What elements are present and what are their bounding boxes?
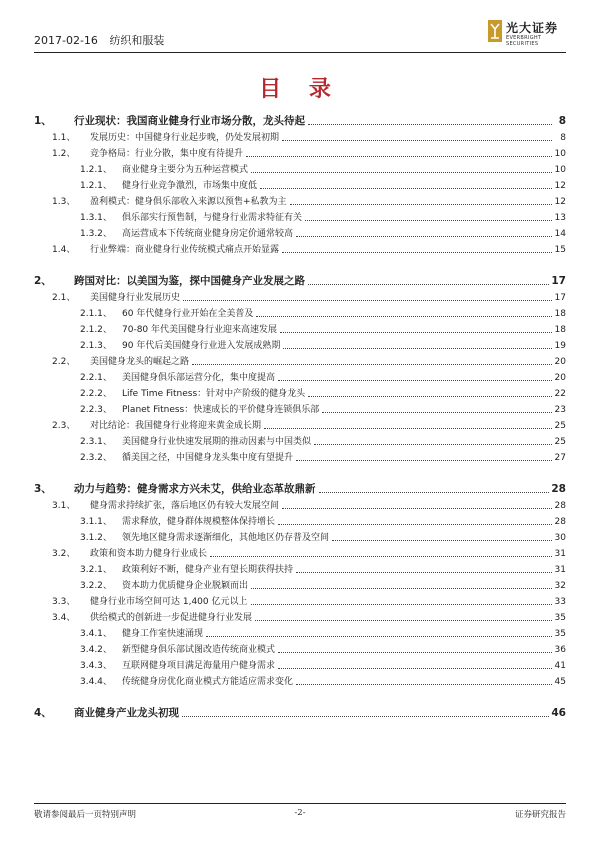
toc-entry[interactable] <box>34 384 566 400</box>
toc-entry-number: 4、 <box>34 707 52 719</box>
toc-dot-leader <box>260 188 552 189</box>
toc-entry-number: 2.1.1、 <box>80 309 112 319</box>
toc-entry[interactable] <box>34 208 566 224</box>
toc-entry[interactable] <box>34 512 566 528</box>
toc-entry-page: 8 <box>558 115 566 127</box>
toc-entry-title[interactable]: 90 年代后美国健身行业进入发展成熟期 <box>122 341 281 351</box>
toc-entry-page: 12 <box>554 197 566 207</box>
toc-entry-page: 28 <box>554 517 566 527</box>
toc-dot-leader <box>322 412 552 413</box>
toc-entry-number: 3.4.1、 <box>80 629 112 639</box>
toc-entry-number: 2、 <box>34 275 52 287</box>
toc-entry[interactable] <box>34 288 566 304</box>
toc-dot-leader <box>206 636 552 637</box>
toc-entry-page: 15 <box>554 245 566 255</box>
toc-entry-page: 45 <box>554 677 566 687</box>
header-info <box>34 32 164 48</box>
toc-entry-title[interactable]: 领先地区健身需求逐渐细化，其他地区仍存普及空间 <box>122 533 330 543</box>
toc-entry-title[interactable]: 政策利好不断，健身产业有望长期获得扶持 <box>122 565 294 575</box>
toc-dot-leader <box>278 668 552 669</box>
toc-dot-leader <box>332 540 552 541</box>
toc-entry-title[interactable]: 新型健身俱乐部试图改造传统商业模式 <box>122 645 276 655</box>
toc-entry-number: 3.3、 <box>52 597 76 607</box>
toc-dot-leader <box>210 556 552 557</box>
toc-entry-title[interactable]: 商业健身产业龙头初现 <box>74 707 179 719</box>
toc-entry-number: 1.4、 <box>52 245 76 255</box>
toc-dot-leader <box>256 316 552 317</box>
toc-dot-leader <box>278 524 552 525</box>
logo-mark-icon <box>488 20 502 42</box>
toc-entry-page: 35 <box>554 613 566 623</box>
toc-entry-title[interactable]: 美国健身龙头的崛起之路 <box>90 357 190 367</box>
toc-entry-number: 3.2.2、 <box>80 581 112 591</box>
toc-entry-page: 30 <box>554 533 566 543</box>
toc-entry-title[interactable]: Life Time Fitness：针对中产阶级的健身龙头 <box>122 389 306 399</box>
toc-entry-number: 1.3.2、 <box>80 229 112 239</box>
toc-entry-number: 1.1、 <box>52 133 76 143</box>
toc-entry[interactable] <box>34 608 566 624</box>
toc-entry[interactable] <box>34 432 566 448</box>
toc-dot-leader <box>251 604 553 605</box>
toc-entry[interactable] <box>34 160 566 176</box>
toc-entry-page: 33 <box>554 597 566 607</box>
toc-entry-title[interactable]: 跨国对比：以美国为鉴，探中国健身产业发展之路 <box>74 275 305 287</box>
toc-dot-leader <box>305 220 552 221</box>
toc-entry-title[interactable]: 美国健身行业快速发展期的推动因素与中国类似 <box>122 437 312 447</box>
toc-entry-page: 22 <box>554 389 566 399</box>
toc-entry-number: 3.1.2、 <box>80 533 112 543</box>
toc-dot-leader <box>282 252 552 253</box>
toc-entry[interactable] <box>34 640 566 656</box>
toc-dot-leader <box>308 284 549 285</box>
toc-entry[interactable] <box>34 400 566 416</box>
toc-entry-number: 1.2.1、 <box>80 165 112 175</box>
toc-dot-leader <box>264 428 552 429</box>
toc-entry-title[interactable]: 60 年代健身行业开始在全美普及 <box>122 309 254 319</box>
toc-entry[interactable] <box>34 560 566 576</box>
toc-entry-title[interactable]: 行业现状：我国商业健身行业市场分散，龙头待起 <box>74 115 305 127</box>
toc-entry[interactable] <box>34 656 566 672</box>
toc-entry-page: 32 <box>554 581 566 591</box>
toc-dot-leader <box>308 396 552 397</box>
toc-entry-number: 3.4.4、 <box>80 677 112 687</box>
toc-entry-page: 28 <box>554 501 566 511</box>
toc-dot-leader <box>308 124 552 125</box>
toc-entry-number: 3.1.1、 <box>80 517 112 527</box>
logo-text-en: EVERBRIGHT SECURITIES <box>506 35 542 47</box>
toc-entry-page: 31 <box>554 549 566 559</box>
toc-entry-title[interactable]: Planet Fitness：快速成长的平价健身连锁俱乐部 <box>122 405 320 415</box>
toc-entry-title[interactable]: 资本助力优质健身企业脱颖而出 <box>122 581 249 591</box>
toc-dot-leader <box>255 620 552 621</box>
toc-entry-title[interactable]: 商业健身主要分为五种运营模式 <box>122 165 249 175</box>
toc-entry[interactable] <box>34 592 566 608</box>
toc-entry-number: 3.2.1、 <box>80 565 112 575</box>
toc-entry[interactable] <box>34 240 566 256</box>
toc-entry-number: 2.1.2、 <box>80 325 112 335</box>
toc-entry[interactable] <box>34 448 566 464</box>
toc-entry-title[interactable]: 盈利模式：健身俱乐部收入来源以预售+私教为主 <box>90 197 287 207</box>
toc-dot-leader <box>251 588 552 589</box>
toc-entry-title[interactable]: 传统健身房优化商业模式方能适应需求变化 <box>122 677 294 687</box>
toc-entry[interactable] <box>34 624 566 640</box>
toc-entry[interactable] <box>34 416 566 432</box>
toc-entry-title[interactable]: 美国健身行业发展历史 <box>90 293 181 303</box>
toc-entry-title[interactable]: 供给模式的创新进一步促进健身行业发展 <box>90 613 253 623</box>
footer-disclaimer: 敬请参阅最后一页特别声明 <box>34 810 137 820</box>
toc-dot-leader <box>282 508 552 509</box>
toc-dot-leader <box>278 652 552 653</box>
toc-entry-title[interactable]: 竞争格局：行业分散，集中度有待提升 <box>90 149 244 159</box>
toc-entry-number: 1.2、 <box>52 149 76 159</box>
toc-entry-page: 10 <box>554 165 566 175</box>
toc-entry-page: 14 <box>554 229 566 239</box>
toc-entry-title[interactable]: 健身需求持续扩张，落后地区仍有较大发展空间 <box>90 501 280 511</box>
toc-entry[interactable] <box>34 576 566 592</box>
toc-entry-number: 2.2.1、 <box>80 373 112 383</box>
toc-entry[interactable] <box>34 224 566 240</box>
toc-dot-leader <box>296 572 552 573</box>
toc-entry-page: 19 <box>554 341 566 351</box>
toc-dot-leader <box>296 684 552 685</box>
page-number: -2- <box>294 808 306 818</box>
toc-entry[interactable] <box>34 128 566 144</box>
toc-dot-leader <box>182 716 549 717</box>
toc-dot-leader <box>319 492 550 493</box>
toc-entry[interactable] <box>34 368 566 384</box>
toc-entry[interactable] <box>34 272 566 288</box>
toc-entry-title[interactable]: 需求释放，健身群体规模整体保持增长 <box>122 517 276 527</box>
toc-entry-page: 17 <box>551 275 566 287</box>
toc-entry[interactable] <box>34 496 566 512</box>
toc-entry-title[interactable]: 互联网健身项目满足海量用户健身需求 <box>122 661 276 671</box>
toc-entry-title[interactable]: 政策和资本助力健身行业成长 <box>90 549 208 559</box>
toc-dot-leader <box>278 380 552 381</box>
toc-entry-page: 18 <box>554 309 566 319</box>
toc-entry-title[interactable]: 70-80 年代美国健身行业迎来高速发展 <box>122 325 278 335</box>
toc-dot-leader <box>246 156 552 157</box>
footer-divider <box>34 803 566 804</box>
toc-dot-leader <box>280 332 552 333</box>
header-divider <box>34 52 566 53</box>
toc-entry[interactable] <box>34 480 566 496</box>
toc-entry-page: 8 <box>560 133 566 143</box>
toc-dot-leader <box>290 204 552 205</box>
toc-entry-number: 3.4、 <box>52 613 76 623</box>
toc-entry-number: 1.2.1、 <box>80 181 112 191</box>
toc-entry[interactable] <box>34 112 566 128</box>
toc-entry-number: 2.2.2、 <box>80 389 112 399</box>
toc-entry-page: 28 <box>551 483 566 495</box>
toc-dot-leader <box>282 140 552 141</box>
industry-label: 纺织和服装 <box>109 34 165 47</box>
toc-entry-page: 13 <box>554 213 566 223</box>
toc-entry-page: 12 <box>554 181 566 191</box>
toc-entry-number: 2.2.3、 <box>80 405 112 415</box>
toc-entry[interactable] <box>34 304 566 320</box>
toc-dot-leader <box>183 300 552 301</box>
toc-entry[interactable] <box>34 144 566 160</box>
toc-entry-page: 36 <box>554 645 566 655</box>
toc-entry-number: 3.4.2、 <box>80 645 112 655</box>
report-date: 2017-02-16 <box>34 34 98 47</box>
toc-entry-number: 1.3、 <box>52 197 76 207</box>
toc-dot-leader <box>192 364 552 365</box>
toc-entry-title[interactable]: 俱乐部实行预售制，与健身行业需求特征有关 <box>122 213 303 223</box>
toc-entry-page: 20 <box>554 357 566 367</box>
toc-entry-page: 20 <box>554 373 566 383</box>
toc-entry-title[interactable]: 美国健身俱乐部运营分化，集中度提高 <box>122 373 276 383</box>
toc-entry[interactable] <box>34 192 566 208</box>
toc-entry[interactable] <box>34 320 566 336</box>
toc-entry-page: 25 <box>554 421 566 431</box>
page-title: 目 录 <box>259 77 341 102</box>
toc-entry-number: 3、 <box>34 483 52 495</box>
toc-entry-number: 2.2、 <box>52 357 76 367</box>
toc-entry-title[interactable]: 发展历史：中国健身行业起步晚，仍处发展初期 <box>90 133 280 143</box>
toc-entry-page: 27 <box>554 453 566 463</box>
toc-dot-leader <box>283 348 552 349</box>
toc-entry-title[interactable]: 健身工作室快速涌现 <box>122 629 204 639</box>
toc-entry-number: 3.1、 <box>52 501 76 511</box>
toc-entry-page: 46 <box>551 707 566 719</box>
toc-entry-page: 41 <box>554 661 566 671</box>
toc-entry-page: 25 <box>554 437 566 447</box>
toc-entry-title[interactable]: 行业弊端：商业健身行业传统模式痛点开始显露 <box>90 245 280 255</box>
toc-entry-number: 2.3、 <box>52 421 76 431</box>
page-header <box>34 12 566 54</box>
footer-report-type: 证券研究报告 <box>514 810 566 820</box>
toc-entry-number: 3.2、 <box>52 549 76 559</box>
toc-dot-leader <box>251 172 552 173</box>
toc-entry-title[interactable]: 健身行业市场空间可达 1,400 亿元以上 <box>90 597 248 607</box>
toc-entry[interactable] <box>34 528 566 544</box>
toc-entry-number: 2.1、 <box>52 293 76 303</box>
logo-text-cn: 光大证券 <box>506 21 559 35</box>
toc-entry-page: 17 <box>554 293 566 303</box>
toc-entry-number: 2.3.1、 <box>80 437 112 447</box>
toc-entry-title[interactable]: 高运营成本下传统商业健身房定价通常较高 <box>122 229 294 239</box>
brand-logo <box>488 18 558 48</box>
toc-entry-page: 35 <box>554 629 566 639</box>
toc-entry-page: 23 <box>554 405 566 415</box>
toc-entry[interactable] <box>34 544 566 560</box>
toc-dot-leader <box>296 460 552 461</box>
toc-entry-page: 18 <box>554 325 566 335</box>
toc-entry-title[interactable]: 健身行业竞争激烈，市场集中度低 <box>122 181 258 191</box>
toc-entry[interactable] <box>34 336 566 352</box>
toc-dot-leader <box>296 236 552 237</box>
toc-entry-page: 31 <box>554 565 566 575</box>
toc-entry-title[interactable]: 循美国之径，中国健身龙头集中度有望提升 <box>122 453 294 463</box>
toc-entry-number: 2.1.3、 <box>80 341 112 351</box>
toc-entry[interactable] <box>34 704 566 720</box>
toc-entry-number: 1、 <box>34 115 52 127</box>
toc-entry[interactable] <box>34 176 566 192</box>
toc-entry-title[interactable]: 动力与趋势：健身需求方兴未艾，供给业态革故鼎新 <box>74 483 316 495</box>
toc-entry-title[interactable]: 对比结论：我国健身行业将迎来黄金成长期 <box>90 421 262 431</box>
toc-entry-page: 10 <box>554 149 566 159</box>
toc-entry-number: 1.3.1、 <box>80 213 112 223</box>
toc-entry[interactable] <box>34 672 566 688</box>
toc-entry[interactable] <box>34 352 566 368</box>
toc-entry-number: 2.3.2、 <box>80 453 112 463</box>
toc-dot-leader <box>314 444 552 445</box>
toc-entry-number: 3.4.3、 <box>80 661 112 671</box>
